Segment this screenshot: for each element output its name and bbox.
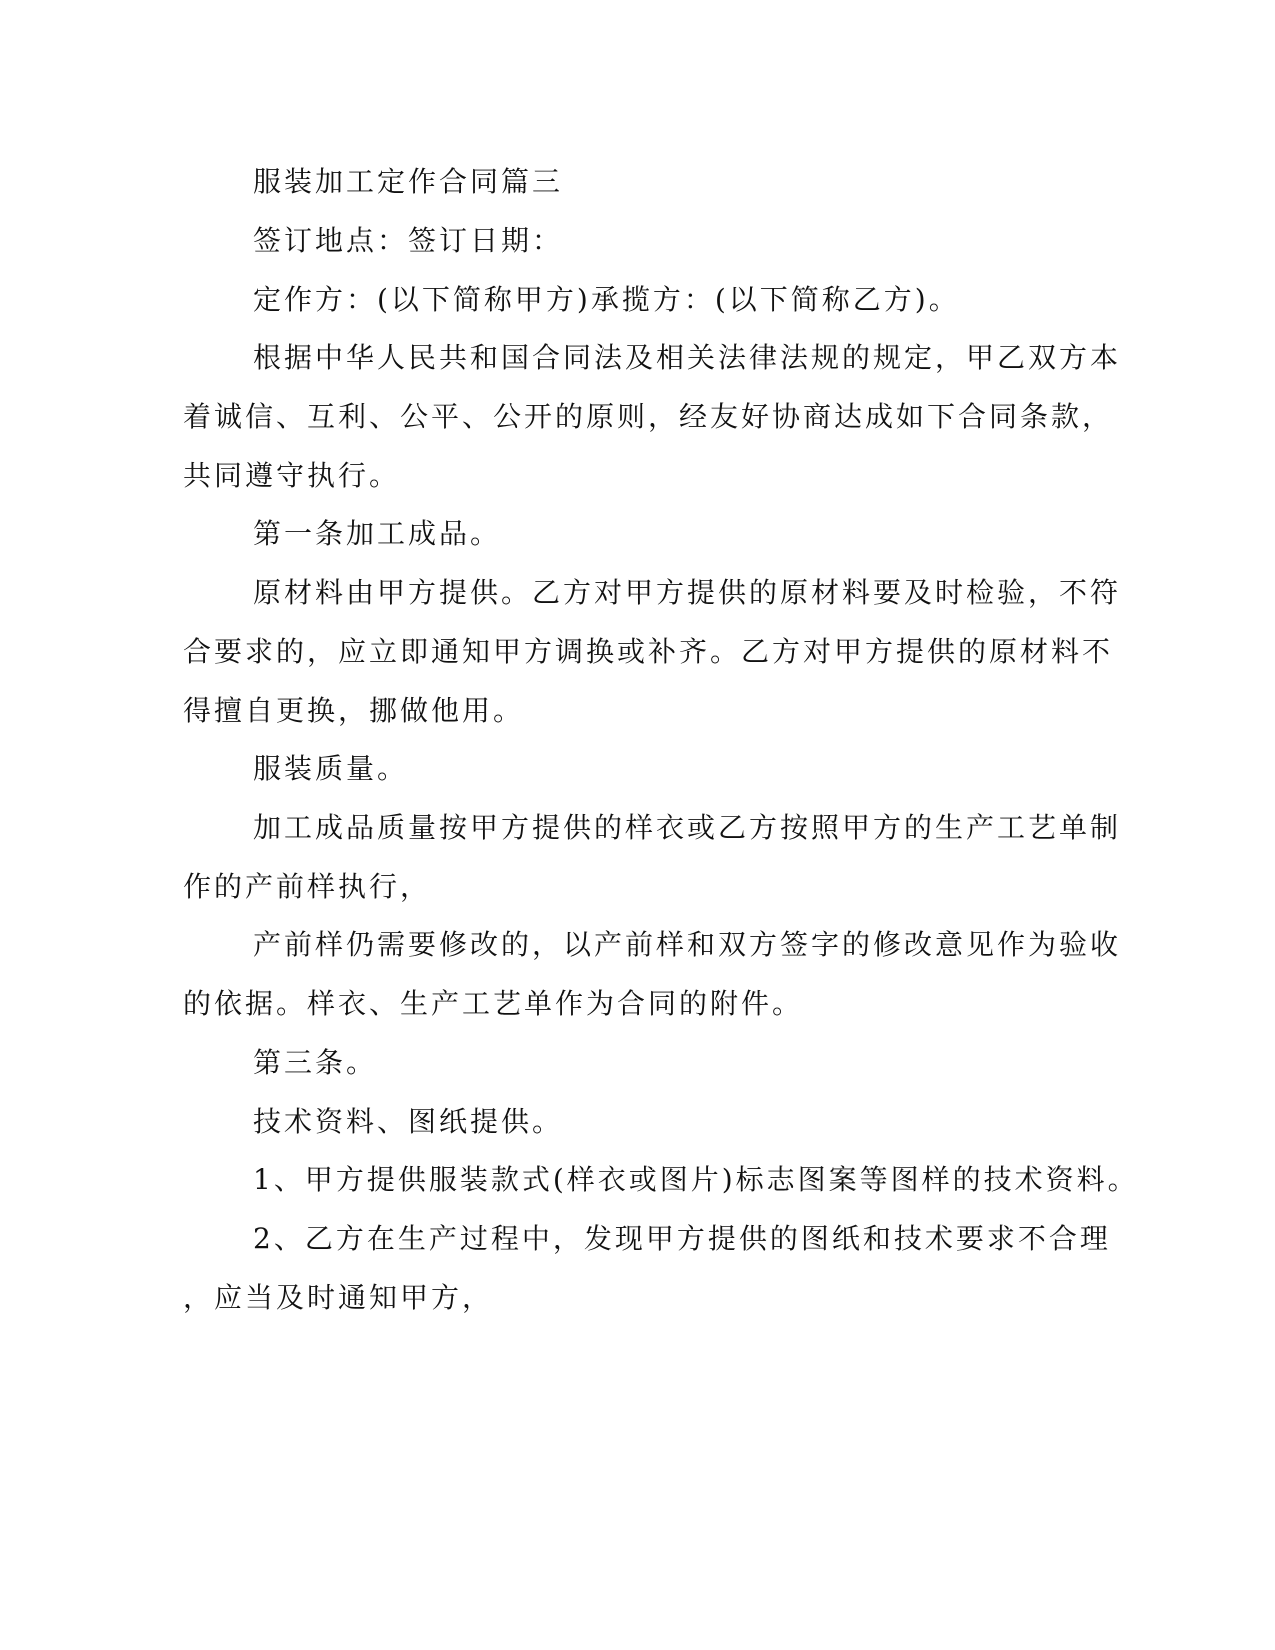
quality-heading: 服装质量。 (253, 752, 409, 785)
document-title: 服装加工定作合同篇三 (253, 165, 564, 198)
clause-2-line-2: ，应当及时通知甲方， (183, 1281, 494, 1314)
clause-2-line-1: 2、乙方在生产过程中，发现甲方提供的图纸和技术要求不合理 (253, 1222, 1111, 1255)
quality-line-2: 作的产前样执行， (183, 870, 432, 903)
materials-line-3: 得擅自更换，挪做他用。 (183, 694, 525, 727)
preamble-line-1: 根据中华人民共和国合同法及相关法律法规的规定，甲乙双方本 (253, 341, 1122, 374)
technical-data-heading: 技术资料、图纸提供。 (253, 1105, 564, 1138)
article-3-heading: 第三条。 (253, 1046, 378, 1079)
preamble-line-2: 着诚信、互利、公平、公开的原则，经友好协商达成如下合同条款， (183, 400, 1114, 433)
preamble-line-3: 共同遵守执行。 (183, 459, 401, 492)
preproduction-line-1: 产前样仍需要修改的，以产前样和双方签字的修改意见作为验收 (253, 928, 1122, 961)
materials-line-1: 原材料由甲方提供。乙方对甲方提供的原材料要及时检验，不符 (253, 576, 1122, 609)
signing-info-line: 签订地点：签订日期： (253, 224, 564, 257)
materials-line-2: 合要求的，应立即通知甲方调换或补齐。乙方对甲方提供的原材料不 (183, 635, 1114, 668)
quality-line-1: 加工成品质量按甲方提供的样衣或乙方按照甲方的生产工艺单制 (253, 811, 1122, 844)
parties-line: 定作方：(以下简称甲方)承揽方：(以下简称乙方)。 (253, 283, 960, 316)
article-1-heading: 第一条加工成品。 (253, 517, 502, 550)
clause-1-line: 1、甲方提供服装款式(样衣或图片)标志图案等图样的技术资料。 (253, 1163, 1139, 1196)
preproduction-line-2: 的依据。样衣、生产工艺单作为合同的附件。 (183, 987, 804, 1020)
